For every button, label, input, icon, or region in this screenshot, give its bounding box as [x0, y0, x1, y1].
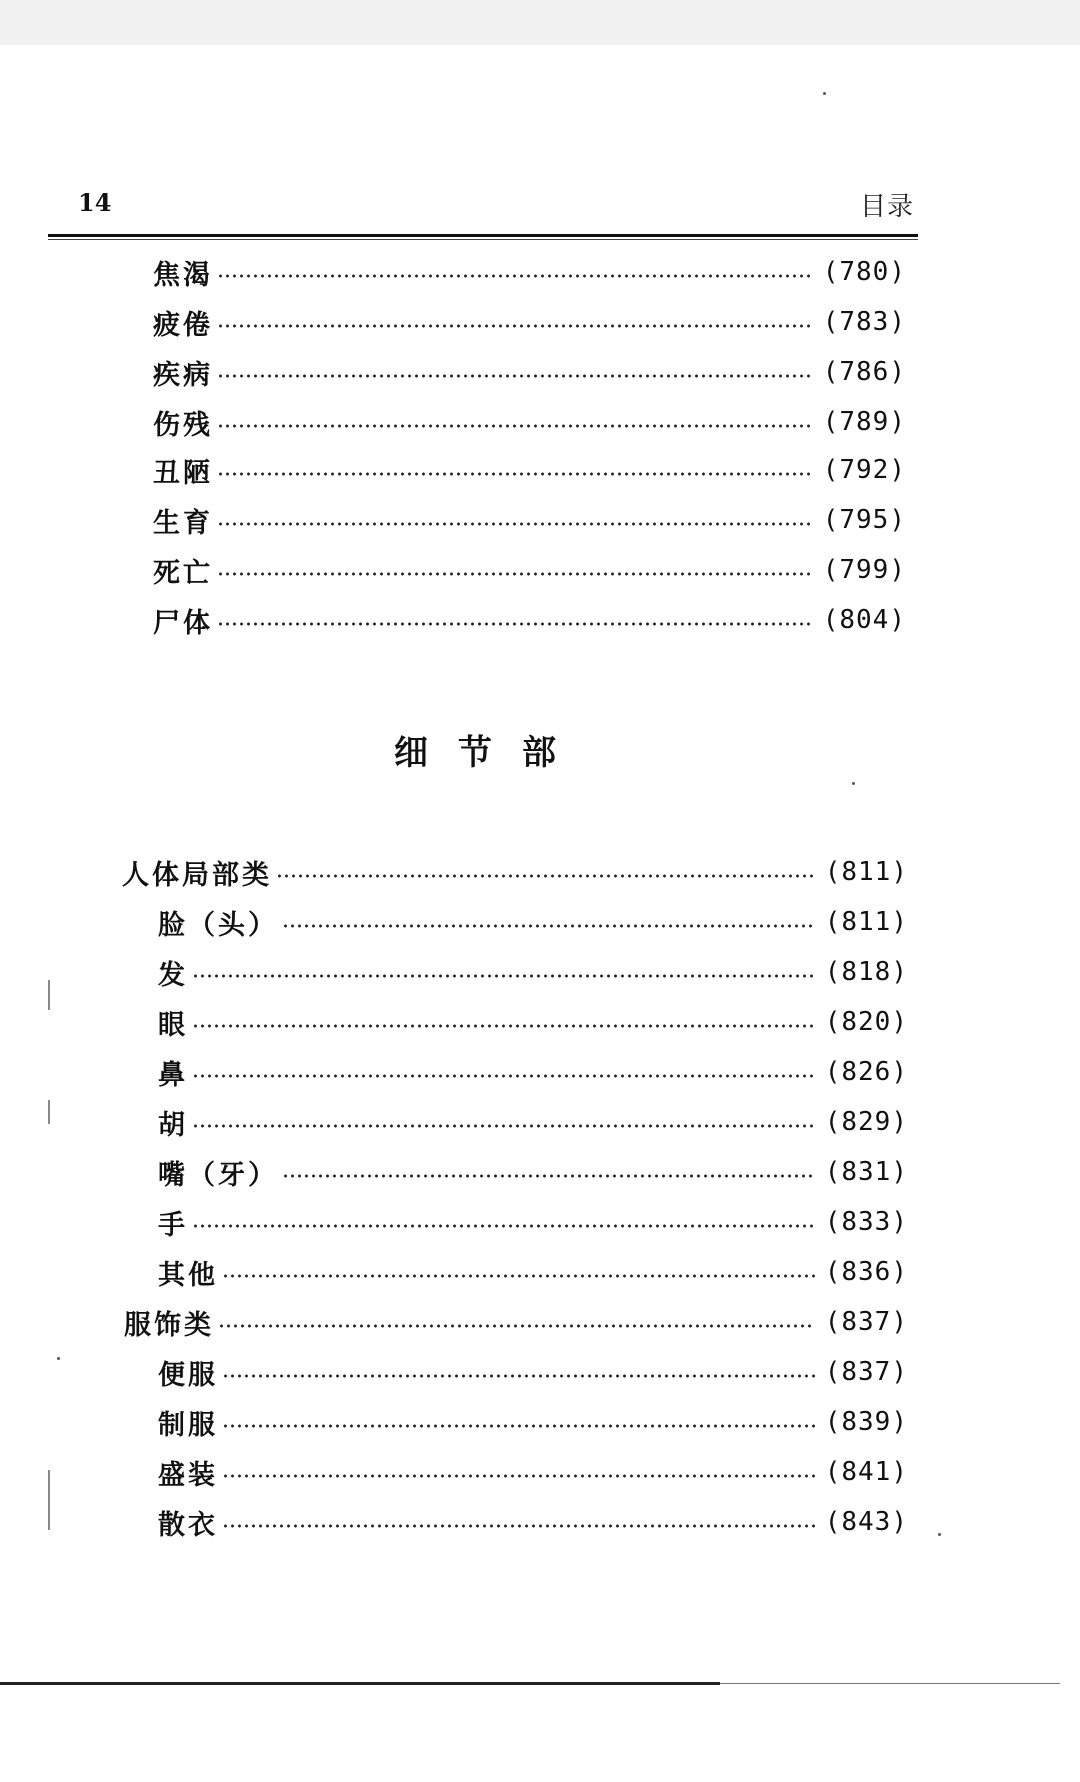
toc-entry — [153, 352, 906, 392]
leader-dots — [192, 1074, 815, 1078]
leader-dots — [217, 374, 813, 378]
toc-entry-page: (780) — [822, 257, 906, 287]
toc-entry-label: 焦渴 — [153, 259, 213, 291]
toc-entry-label: 眼 — [158, 1009, 188, 1041]
leader-dots — [217, 522, 813, 526]
scan-speck — [57, 1357, 60, 1360]
toc-entry — [158, 1402, 908, 1442]
toc-entry-label: 脸（头） — [158, 909, 278, 941]
toc-entry-page: (837) — [824, 1357, 908, 1387]
toc-entry-page: (811) — [824, 907, 908, 937]
toc-entry-page: (837) — [824, 1307, 908, 1337]
toc-entry-label: 丑陋 — [153, 457, 213, 489]
toc-entry-page: (826) — [824, 1057, 908, 1087]
toc-entry-page: (843) — [824, 1507, 908, 1537]
toc-entry — [158, 1002, 908, 1042]
toc-entry — [153, 402, 906, 442]
toc-entry-label: 胡 — [158, 1109, 188, 1141]
leader-dots — [222, 1424, 815, 1428]
toc-entry-label: 盛装 — [158, 1459, 218, 1491]
toc-entry-page: (836) — [824, 1257, 908, 1287]
scan-speck — [823, 92, 826, 95]
section-title: 细节部 — [394, 733, 586, 773]
top-band — [0, 0, 1080, 45]
margin-mark — [48, 980, 50, 1010]
leader-dots — [222, 1374, 815, 1378]
bottom-rule-faint — [720, 1683, 1060, 1684]
toc-entry-label: 手 — [158, 1209, 188, 1241]
toc-category — [124, 1302, 908, 1342]
toc-entry-label: 生育 — [153, 507, 213, 539]
toc-entry-label: 便服 — [158, 1359, 218, 1391]
toc-entry — [158, 1152, 908, 1192]
toc-entry-page: (839) — [824, 1407, 908, 1437]
toc-entry-page: (829) — [824, 1107, 908, 1137]
toc-entry-page: (795) — [822, 505, 906, 535]
toc-entry-label: 散衣 — [158, 1509, 218, 1541]
toc-entry-label: 服饰类 — [124, 1309, 214, 1341]
toc-entry-label: 制服 — [158, 1409, 218, 1441]
toc-entry-page: (831) — [824, 1157, 908, 1187]
leader-dots — [192, 1024, 815, 1028]
running-head: 目录 — [860, 192, 915, 222]
toc-entry-page: (841) — [824, 1457, 908, 1487]
toc-entry-page: (799) — [822, 555, 906, 585]
scan-speck — [938, 1533, 941, 1536]
toc-entry-page: (786) — [822, 357, 906, 387]
leader-dots — [192, 1124, 815, 1128]
toc-entry-page: (804) — [822, 605, 906, 635]
toc-entry — [158, 1352, 908, 1392]
leader-dots — [217, 472, 813, 476]
toc-entry — [153, 600, 906, 640]
toc-entry-label: 疾病 — [153, 359, 213, 391]
toc-entry-label: 人体局部类 — [122, 859, 272, 891]
leader-dots — [282, 1174, 815, 1178]
toc-entry — [153, 302, 906, 342]
leader-dots — [282, 924, 815, 928]
toc-entry — [153, 500, 906, 540]
toc-entry-label: 其他 — [158, 1259, 218, 1291]
margin-mark — [48, 1100, 50, 1124]
leader-dots — [222, 1474, 815, 1478]
toc-entry-page: (789) — [822, 407, 906, 437]
leader-dots — [192, 1224, 815, 1228]
toc-entry-page: (783) — [822, 307, 906, 337]
toc-entry-page: (820) — [824, 1007, 908, 1037]
toc-entry — [158, 1452, 908, 1492]
toc-entry-label: 嘴（牙） — [158, 1159, 278, 1191]
leader-dots — [217, 622, 813, 626]
leader-dots — [217, 324, 813, 328]
toc-entry-label: 发 — [158, 959, 188, 991]
leader-dots — [222, 1274, 815, 1278]
toc-entry-label: 死亡 — [153, 557, 213, 589]
toc-entry — [158, 1052, 908, 1092]
toc-entry — [153, 450, 906, 490]
bottom-rule — [0, 1682, 720, 1685]
toc-entry-page: (833) — [824, 1207, 908, 1237]
toc-entry-label: 疲倦 — [153, 309, 213, 341]
toc-entry — [158, 1102, 908, 1142]
header-rule-thin — [48, 239, 918, 240]
toc-entry-page: (818) — [824, 957, 908, 987]
toc-entry — [158, 1252, 908, 1292]
leader-dots — [217, 572, 813, 576]
toc-entry-label: 伤残 — [153, 409, 213, 441]
toc-entry-page: (811) — [824, 857, 908, 887]
scan-speck — [852, 782, 855, 785]
toc-entry-page: (792) — [822, 455, 906, 485]
leader-dots — [217, 274, 813, 278]
toc-entry — [158, 902, 908, 942]
toc-entry — [158, 1502, 908, 1542]
margin-mark — [48, 1470, 50, 1530]
toc-entry — [153, 252, 906, 292]
leader-dots — [276, 874, 815, 878]
toc-entry-label: 鼻 — [158, 1059, 188, 1091]
header-rule — [48, 234, 918, 237]
leader-dots — [218, 1324, 815, 1328]
toc-entry — [158, 1202, 908, 1242]
leader-dots — [222, 1524, 815, 1528]
leader-dots — [217, 424, 813, 428]
toc-category — [122, 852, 908, 892]
page-number: 14 — [78, 188, 112, 217]
toc-entry — [153, 550, 906, 590]
toc-entry — [158, 952, 908, 992]
toc-entry-label: 尸体 — [153, 607, 213, 639]
leader-dots — [192, 974, 815, 978]
